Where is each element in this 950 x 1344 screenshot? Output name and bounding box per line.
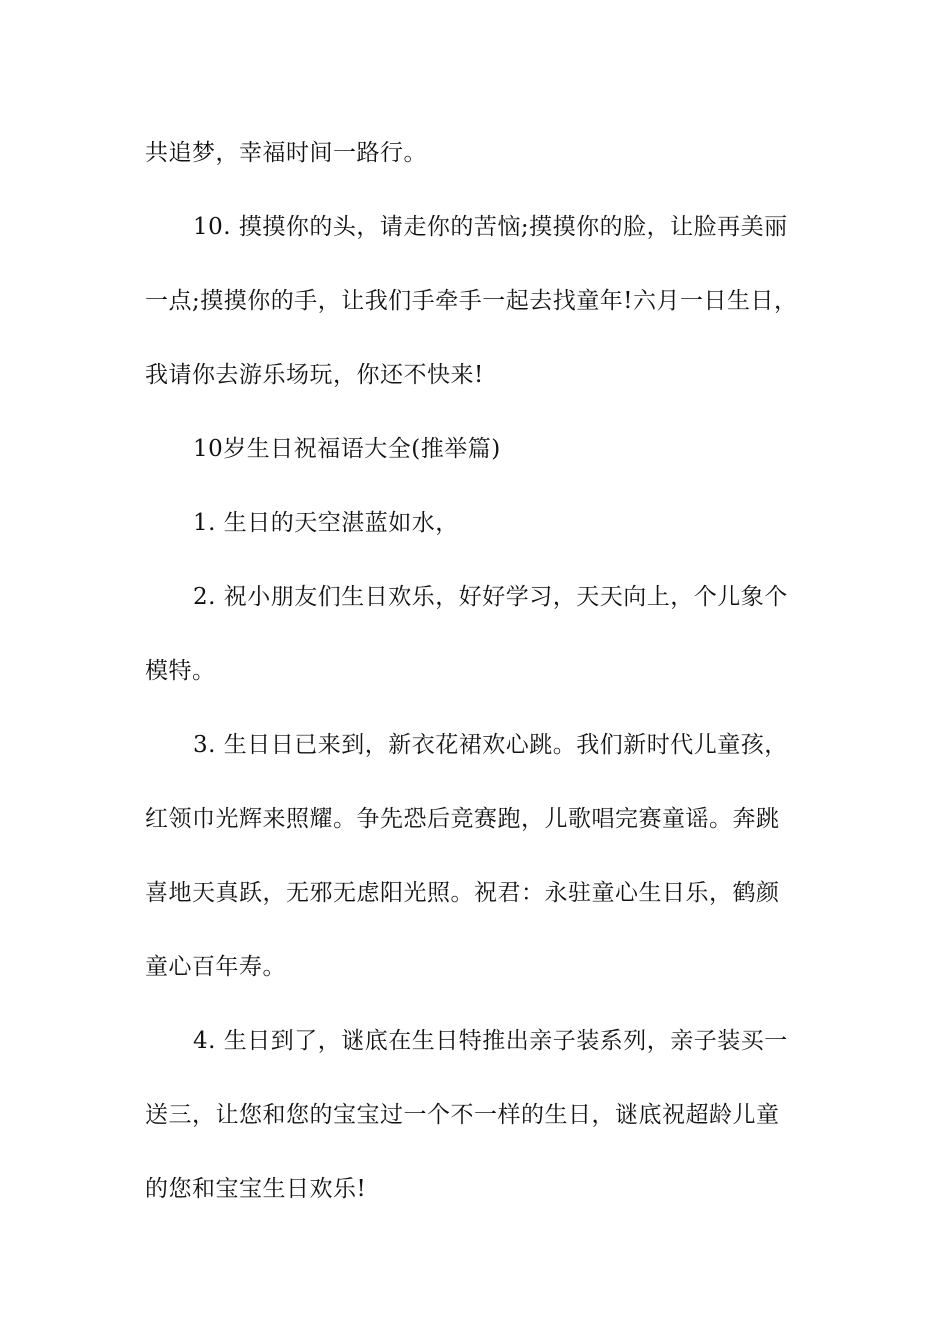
text-line: 共追梦，幸福时间一路行。: [145, 140, 427, 166]
text-line: 童心百年寿。: [145, 954, 286, 980]
list-item-10: 10. 摸摸你的头，请走你的苦恼;摸摸你的脸，让脸再美丽: [193, 214, 788, 240]
text-line: 红领巾光辉来照耀。争先恐后竞赛跑，儿歌唱完赛童谣。奔跳: [145, 806, 780, 832]
list-item-2: 2. 祝小朋友们生日欢乐，好好学习，天天向上，个儿象个: [193, 584, 788, 610]
list-item-3: 3. 生日日已来到，新衣花裙欢心跳。我们新时代儿童孩，: [193, 732, 788, 758]
document-body: [145, 116, 825, 1226]
text-line: 模特。: [145, 658, 216, 684]
text-line: 喜地天真跃，无邪无虑阳光照。祝君：永驻童心生日乐，鹤颜: [145, 880, 780, 906]
text-line: 送三，让您和您的宝宝过一个不一样的生日，谜底祝超龄儿童: [145, 1102, 780, 1128]
list-item-1: 1. 生日的天空湛蓝如水，: [193, 510, 459, 536]
list-item-4: 4. 生日到了，谜底在生日特推出亲子装系列，亲子装买一: [193, 1028, 788, 1054]
text-line: 我请你去游乐场玩，你还不快来!: [145, 362, 484, 388]
text-line: 一点;摸摸你的手，让我们手牵手一起去找童年!六月一日生日，: [145, 288, 798, 314]
section-heading: 10岁生日祝福语大全(推举篇): [193, 436, 501, 462]
text-line: 的您和宝宝生日欢乐!: [145, 1176, 367, 1202]
